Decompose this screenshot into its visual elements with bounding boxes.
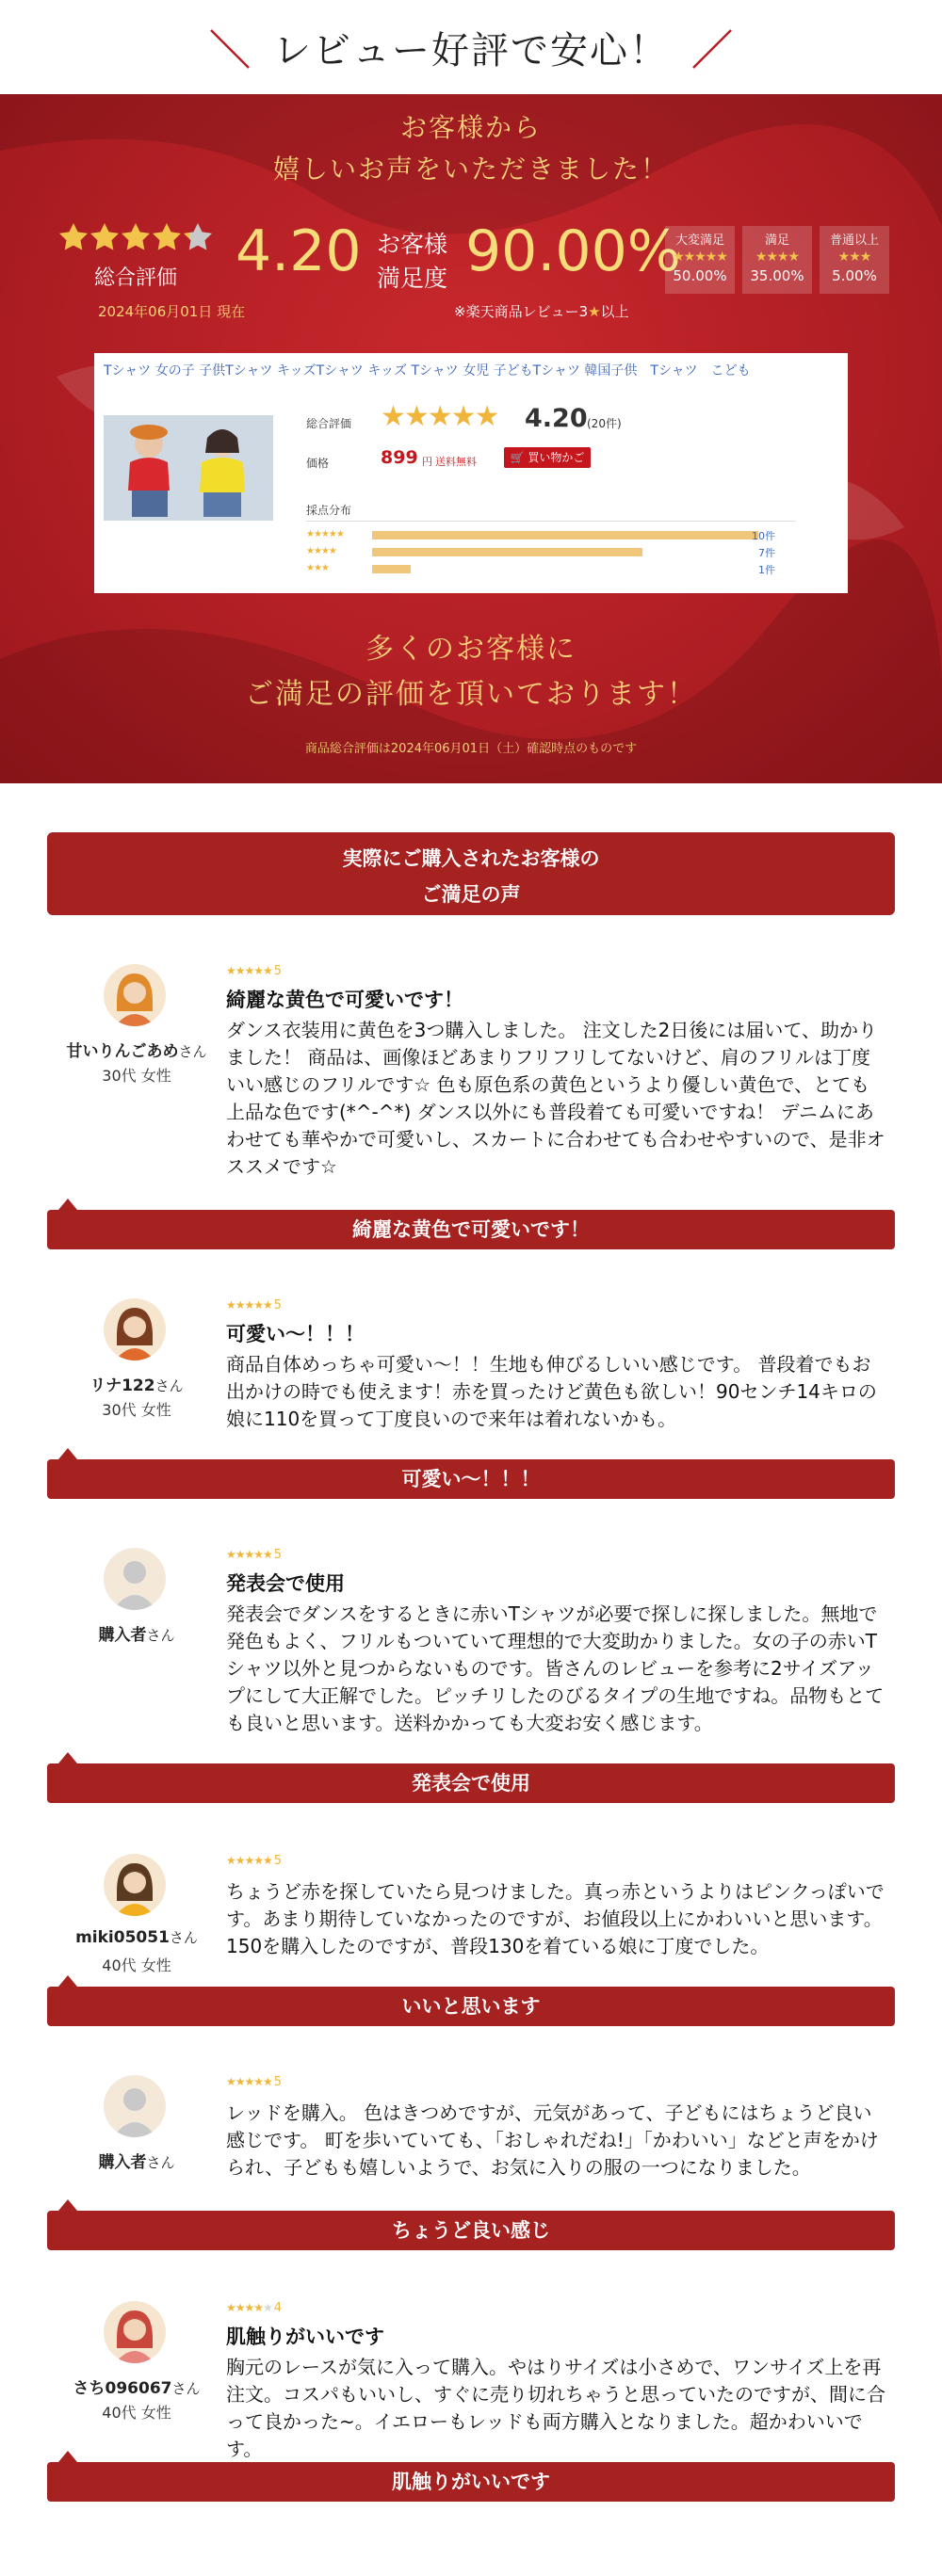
reviewer-name-text: miki05051	[75, 1928, 170, 1947]
distribution-count[interactable]: 7件	[758, 547, 775, 559]
review-body: レッドを購入。 色はきつめですが、元気があって、子どもにはちょうど良い感じです。 町を歩いていても、「おしゃれだね!」「かわいい」などと声をかけられ、子どもも嬉しいようで、お気に入りの服の一つになりました。	[226, 2101, 879, 2179]
distribution-stars-icon: ★★★★	[306, 546, 336, 556]
three-stars-icon: ★★★	[837, 250, 871, 265]
distribution-stars-icon: ★★★	[306, 563, 329, 573]
breakdown-very-satisfied	[665, 226, 735, 294]
review-stars-icon: ★★★★★	[226, 1854, 272, 1867]
distribution-label: 採点分布	[306, 504, 352, 517]
reviewer-name	[38, 1372, 236, 1395]
avatar	[104, 1548, 166, 1610]
reviewer-name-text: さち096067	[73, 2379, 172, 2398]
review-summary-text: 発表会で使用	[412, 1772, 530, 1795]
satisfaction-value: 90.00%	[465, 218, 681, 284]
overall-rating-label: 総合評価	[94, 266, 178, 290]
reviewer-name	[38, 1621, 236, 1645]
product-review-card	[94, 353, 848, 593]
reviewer-suffix: さん	[146, 1627, 175, 1644]
card-rating-stars-icon: ★★★★★	[381, 400, 498, 433]
product-photo	[104, 415, 273, 521]
review-summary-text: 綺麗な黄色で可愛いです！	[352, 1218, 590, 1241]
card-rating-label: 総合評価	[306, 417, 352, 430]
review-stars-icon: ★★★★★	[226, 1298, 272, 1312]
five-stars-icon: ★★★★★	[673, 250, 727, 265]
review-summary-text: 肌触りがいいです	[392, 2471, 550, 2493]
review-rating	[226, 2075, 282, 2089]
bar-notch	[58, 2199, 77, 2211]
review-summary-bar	[47, 1987, 895, 2026]
avatar	[104, 2301, 166, 2363]
breakdown-label: 普通以上	[829, 233, 879, 248]
reviewer-meta: 30代 女性	[102, 1067, 171, 1085]
review-rating-value: 5	[273, 1854, 283, 1868]
review-summary-bar	[47, 1763, 895, 1803]
review-summary-bar	[47, 1210, 895, 1249]
bar-notch	[58, 2451, 77, 2462]
review-title: 可愛い〜！！！	[226, 1323, 365, 1345]
cart-button-label: 買い物かご	[528, 451, 585, 464]
add-to-cart-button[interactable]	[504, 447, 591, 468]
reviewer-name	[38, 1927, 236, 1947]
breakdown-value: 35.00%	[750, 267, 804, 284]
product-photo-illustration	[104, 415, 273, 521]
card-rating-count[interactable]: (20件)	[587, 417, 622, 430]
reviewer-name	[38, 2375, 236, 2398]
criteria-note-pre: ※楽天商品レビュー3	[454, 303, 589, 320]
review-rating	[226, 964, 282, 978]
review-summary-bar	[47, 2211, 895, 2250]
review-summary-text: いいと思います	[401, 1995, 541, 2018]
review-body: ちょうど赤を探していたら見つけました。真っ赤というよりはピンクっぽいです。あまり期待していなかったのですが、お値段以上にかわいいと思います。150を購入したのですが、普段130を着ている娘に丁度でした。	[226, 1880, 885, 1957]
review-rating	[226, 1298, 282, 1312]
page-title: レビュー好評で安心！	[273, 29, 669, 72]
decorative-slash-right	[690, 26, 735, 72]
review-rating-value: 5	[273, 1298, 283, 1312]
review-stars-icon: ★★★★★	[226, 1548, 272, 1561]
review-body: 胸元のレースが気に入って購入。やはりサイズは小さめで、ワンサイズ上を再注文。コスパもいいし、すぐに売り切れちゃうと思っていたのですが、間に合って良かった~。イエローもレッドも両方購入となりました。超かわいいです。	[226, 2356, 885, 2460]
banner-closing-line-1: 多くのお客様に	[365, 633, 577, 666]
card-price-label: 価格	[306, 457, 330, 470]
review-rating-value: 5	[273, 1548, 283, 1562]
reviews-heading	[47, 832, 895, 915]
product-category-line[interactable]: Tシャツ 女の子 子供Tシャツ キッズTシャツ キッズ Tシャツ 女児 子どもTシャツ 韓国子供 Tシャツ こども	[104, 363, 751, 378]
reviewer-meta: 40代 女性	[102, 1956, 171, 1974]
distribution-count[interactable]: 10件	[752, 530, 775, 542]
review-title: 発表会で使用	[226, 1572, 345, 1595]
page-header	[0, 0, 942, 94]
avatar	[104, 964, 166, 1026]
criteria-note-post: 以上	[600, 303, 629, 320]
breakdown-satisfied	[742, 226, 812, 294]
card-price-unit: 円	[422, 456, 432, 468]
overall-score: 4.20	[236, 218, 362, 284]
reviews-heading-line-2: ご満足の声	[421, 883, 521, 906]
review-summary-text: 可愛い〜！！！	[401, 1468, 541, 1490]
review-rating-value: 5	[273, 964, 283, 978]
criteria-note	[454, 301, 629, 321]
review-stars-icon: ★★★★★	[226, 2075, 272, 2088]
reviewer-suffix: さん	[154, 1377, 184, 1394]
bar-notch	[58, 1752, 77, 1763]
reviewer-name	[38, 2149, 236, 2172]
review-body: ダンス衣装用に黄色を3つ購入しました。 注文した2日後には届いて、助かりました！ 商品は、画像ほどあまりフリフリしてないけど、肩のフリルは丁度いい感じのフリルです☆ 色も原色系の黄色というより優しい黄色で、とても上品な色です(*^-^*) ダンス以外にも普段着ても可愛いですね！ デニムにあわせても華やかで可愛いし、スカートに合わせても合わせやすいので、是非オススメです☆	[226, 1019, 885, 1178]
breakdown-average	[820, 226, 889, 294]
breakdown-label: 満足	[764, 233, 789, 248]
reviewer-suffix: さん	[171, 2380, 201, 2397]
reviewer-name-text: 購入者	[98, 1626, 147, 1645]
bar-notch	[58, 1448, 77, 1459]
reviewer-name-text: 甘いりんごあめ	[66, 1042, 179, 1061]
reviewer-suffix: さん	[178, 1043, 207, 1060]
review-title: 綺麗な黄色で可愛いです！	[226, 989, 463, 1011]
rating-date: 2024年06月01日 現在	[98, 303, 246, 320]
avatar	[104, 2075, 166, 2137]
banner-lead-line-1: お客様から	[399, 112, 542, 143]
breakdown-label: 大変満足	[674, 233, 724, 248]
card-shipping: 送料無料	[435, 456, 477, 468]
card-rating-value: 4.20	[525, 404, 588, 433]
distribution-bar	[372, 565, 411, 573]
review-rating	[226, 1854, 282, 1868]
review-body: 発表会でダンスをするときに赤いTシャツが必要で探しに探しました。無地で発色もよく、フリルもついていて理想的で大変助かりました。女の子の赤いTシャツ以外と見つからないものです。皆さんのレビューを参考に2サイズアップにして大正解でした。ピッチリしたのびるタイプの生地ですね。品物もとても良いと思います。送料かかっても大変お安く感じます。	[226, 1602, 885, 1734]
reviewer-meta: 30代 女性	[102, 1401, 171, 1419]
reviewer-suffix: さん	[169, 1929, 198, 1946]
review-summary-bar	[47, 2462, 895, 2502]
distribution-divider	[306, 521, 796, 522]
reviewer-name-text: リナ122	[89, 1377, 155, 1395]
reviewer-suffix: さん	[146, 2154, 175, 2171]
cart-icon: 🛒	[510, 451, 525, 464]
review-body: 商品自体めっちゃ可愛い〜！！生地も伸びるしいい感じです。 普段着でもお出かけの時でも使えます！赤を買ったけど黄色も欲しい！90センチ14キロの娘に110を買って丁度良いので来年は着れないかも。	[226, 1353, 877, 1430]
reviewer-meta: 40代 女性	[102, 2404, 171, 2422]
rating-banner	[0, 94, 942, 783]
reviewer-name	[38, 1038, 236, 1061]
four-stars-icon: ★★★★	[755, 250, 800, 265]
banner-lead-line-2: 嬉しいお声をいただきました！	[272, 153, 669, 185]
banner-closing-line-2: ご満足の評価を頂いております！	[245, 678, 697, 711]
star-icon: ★	[588, 303, 601, 320]
breakdown-value: 50.00%	[673, 267, 727, 284]
review-summary-bar	[47, 1459, 895, 1499]
review-stars-icon: ★★★★★	[226, 2301, 272, 2314]
avatar	[104, 1854, 166, 1916]
reviewer-name-text: 購入者	[98, 2153, 147, 2172]
review-rating-value: 4	[273, 2301, 283, 2315]
avatar	[104, 1298, 166, 1360]
distribution-count[interactable]: 1件	[758, 564, 775, 576]
distribution-stars-icon: ★★★★★	[306, 529, 344, 539]
breakdown-value: 5.00%	[832, 267, 877, 284]
overall-rating-stars-icon	[58, 222, 217, 252]
review-title: 肌触りがいいです	[226, 2326, 384, 2348]
distribution-bar	[372, 548, 642, 556]
satisfaction-label-1: お客様	[377, 231, 448, 258]
distribution-bar	[372, 531, 758, 539]
satisfaction-label-2: 満足度	[377, 265, 448, 292]
review-stars-icon: ★★★★★	[226, 964, 272, 977]
banner-footnote: 商品総合評価は2024年06月01日（土）確認時点のものです	[304, 742, 638, 756]
review-rating-value: 5	[273, 2075, 283, 2089]
card-price-value: 899	[381, 447, 418, 468]
review-summary-text: ちょうど良い感じ	[392, 2219, 550, 2242]
review-rating	[226, 1548, 282, 1562]
bar-notch	[58, 1199, 77, 1210]
bar-notch	[58, 1975, 77, 1987]
reviews-heading-line-1: 実際にご購入されたお客様の	[342, 847, 600, 870]
review-rating	[226, 2301, 282, 2315]
